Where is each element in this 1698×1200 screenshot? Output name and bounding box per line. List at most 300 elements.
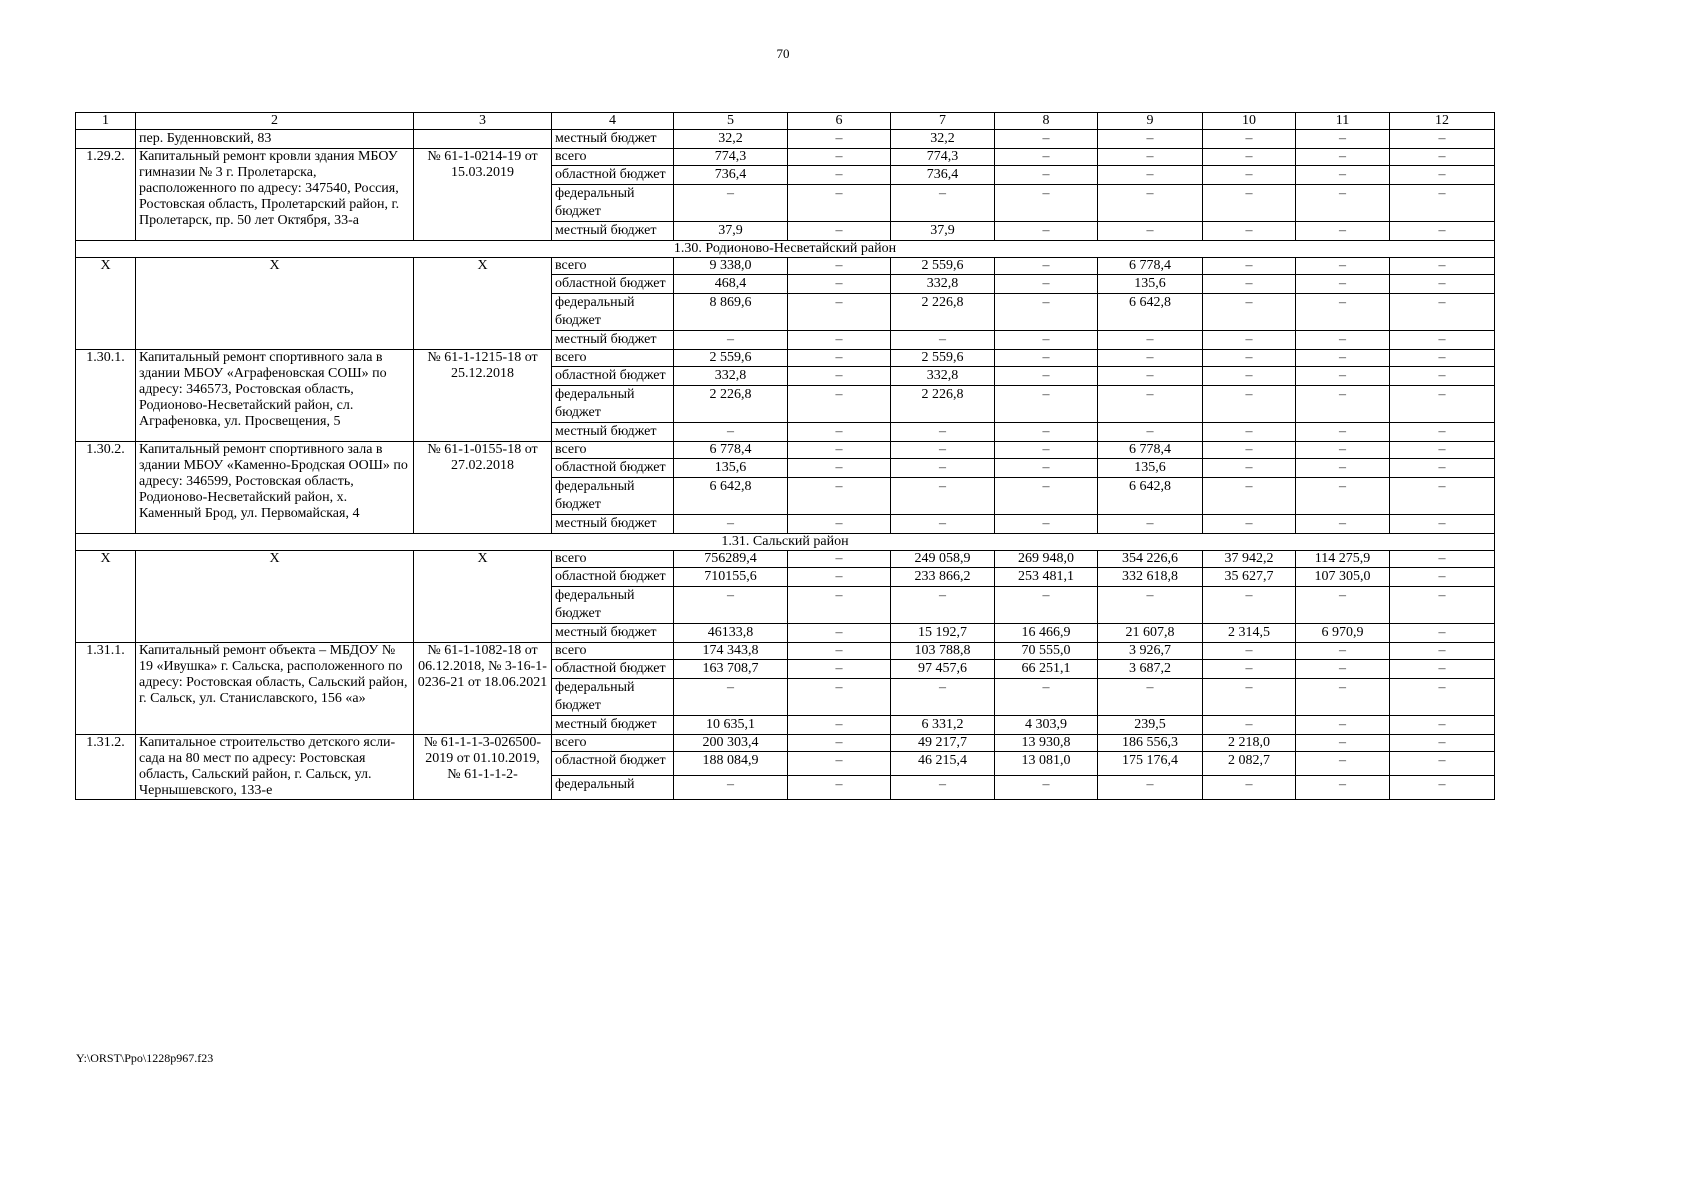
value-cell: – — [995, 350, 1098, 367]
value-cell: – — [1390, 130, 1495, 149]
item-number: Х — [76, 551, 136, 643]
value-cell: 6 970,9 — [1296, 624, 1390, 643]
value-cell: – — [788, 515, 891, 534]
value-cell: – — [1390, 294, 1495, 331]
value-cell: – — [995, 459, 1098, 478]
table-row — [76, 130, 1495, 149]
budget-source: федеральный бюджет — [552, 478, 674, 515]
value-cell: – — [788, 568, 891, 587]
value-cell: – — [1296, 423, 1390, 442]
value-cell: – — [1203, 643, 1296, 660]
value-cell: – — [891, 515, 995, 534]
object-description: Капитальный ремонт объекта – МБДОУ № 19 «Ивушка» г. Сальска, расположенного по адресу: Ростовская область, Сальский район, г. Сальск, ул. Станиславского, 156 «а» — [136, 643, 414, 735]
value-cell: – — [1203, 478, 1296, 515]
value-cell: – — [891, 423, 995, 442]
value-cell: – — [995, 258, 1098, 275]
value-cell: – — [1390, 660, 1495, 679]
value-cell: – — [1203, 149, 1296, 166]
document-reference: № 61-1-0155-18 от 27.02.2018 — [414, 442, 552, 534]
value-cell: – — [674, 515, 788, 534]
value-cell: 6 642,8 — [1098, 294, 1203, 331]
value-cell: – — [1098, 166, 1203, 185]
value-cell: – — [788, 367, 891, 386]
value-cell: 736,4 — [891, 166, 995, 185]
table-row — [76, 551, 1495, 568]
value-cell: – — [995, 166, 1098, 185]
value-cell: – — [1296, 643, 1390, 660]
value-cell: – — [995, 478, 1098, 515]
value-cell: – — [674, 331, 788, 350]
value-cell: 10 635,1 — [674, 716, 788, 735]
value-cell: – — [788, 752, 891, 776]
budget-source: всего — [552, 735, 674, 752]
value-cell: – — [1098, 386, 1203, 423]
value-cell: – — [995, 222, 1098, 241]
value-cell: 2 226,8 — [674, 386, 788, 423]
column-header: 3 — [414, 113, 552, 130]
budget-source: областной бюджет — [552, 459, 674, 478]
budget-source: федеральный бюджет — [552, 587, 674, 624]
value-cell: – — [1296, 331, 1390, 350]
value-cell: – — [1203, 587, 1296, 624]
budget-source: федеральный бюджет — [552, 185, 674, 222]
value-cell: – — [1296, 130, 1390, 149]
value-cell: – — [1203, 258, 1296, 275]
budget-source: местный бюджет — [552, 222, 674, 241]
value-cell: – — [1390, 752, 1495, 776]
item-number: 1.30.2. — [76, 442, 136, 534]
value-cell: – — [995, 367, 1098, 386]
value-cell: – — [788, 660, 891, 679]
value-cell: – — [1296, 679, 1390, 716]
document-reference: Х — [414, 551, 552, 643]
value-cell: 736,4 — [674, 166, 788, 185]
value-cell: 66 251,1 — [995, 660, 1098, 679]
table-row — [76, 258, 1495, 275]
value-cell: 2 314,5 — [1203, 624, 1296, 643]
value-cell: – — [1203, 350, 1296, 367]
value-cell: 13 081,0 — [995, 752, 1098, 776]
value-cell: 46133,8 — [674, 624, 788, 643]
value-cell: – — [891, 459, 995, 478]
value-cell: 37,9 — [674, 222, 788, 241]
value-cell: – — [674, 776, 788, 800]
value-cell: 200 303,4 — [674, 735, 788, 752]
value-cell: – — [1390, 716, 1495, 735]
value-cell: – — [1390, 679, 1495, 716]
section-title: 1.31. Сальский район — [76, 534, 1495, 551]
value-cell: – — [1296, 222, 1390, 241]
value-cell: – — [995, 275, 1098, 294]
item-number: 1.31.2. — [76, 735, 136, 800]
column-header: 4 — [552, 113, 674, 130]
value-cell: 2 218,0 — [1203, 735, 1296, 752]
value-cell: – — [1203, 442, 1296, 459]
value-cell: – — [995, 130, 1098, 149]
value-cell: – — [995, 185, 1098, 222]
value-cell: – — [1390, 275, 1495, 294]
value-cell: – — [995, 423, 1098, 442]
budget-source: областной бюджет — [552, 568, 674, 587]
value-cell: 135,6 — [1098, 459, 1203, 478]
value-cell: 774,3 — [891, 149, 995, 166]
value-cell: – — [1390, 515, 1495, 534]
value-cell: – — [788, 643, 891, 660]
value-cell: – — [1098, 149, 1203, 166]
value-cell: 46 215,4 — [891, 752, 995, 776]
value-cell: 2 559,6 — [891, 258, 995, 275]
value-cell: 3 687,2 — [1098, 660, 1203, 679]
value-cell: – — [1203, 294, 1296, 331]
value-cell: – — [1296, 459, 1390, 478]
budget-source: всего — [552, 149, 674, 166]
budget-source: всего — [552, 350, 674, 367]
value-cell: – — [788, 735, 891, 752]
column-header: 9 — [1098, 113, 1203, 130]
value-cell: 135,6 — [674, 459, 788, 478]
value-cell: – — [1203, 275, 1296, 294]
value-cell: – — [788, 679, 891, 716]
object-description: Капитальный ремонт спортивного зала в здании МБОУ «Аграфеновская СОШ» по адресу: 346573, Ростовская область, Родионово-Несветайский район, сл. Аграфеновка, ул. Просвещения, 5 — [136, 350, 414, 442]
header-row — [76, 113, 1495, 130]
value-cell: 3 926,7 — [1098, 643, 1203, 660]
item-number: Х — [76, 258, 136, 350]
value-cell: – — [1296, 660, 1390, 679]
value-cell: 354 226,6 — [1098, 551, 1203, 568]
value-cell: – — [1296, 515, 1390, 534]
value-cell: – — [1296, 752, 1390, 776]
value-cell: 710155,6 — [674, 568, 788, 587]
value-cell: – — [788, 185, 891, 222]
value-cell: 249 058,9 — [891, 551, 995, 568]
value-cell: 774,3 — [674, 149, 788, 166]
value-cell: 21 607,8 — [1098, 624, 1203, 643]
value-cell: – — [1390, 459, 1495, 478]
value-cell: 16 466,9 — [995, 624, 1098, 643]
value-cell: 174 343,8 — [674, 643, 788, 660]
value-cell: 70 555,0 — [995, 643, 1098, 660]
value-cell: – — [1390, 386, 1495, 423]
value-cell: – — [1296, 149, 1390, 166]
value-cell: – — [891, 679, 995, 716]
value-cell: – — [891, 776, 995, 800]
value-cell: – — [1390, 149, 1495, 166]
value-cell: – — [788, 222, 891, 241]
value-cell: 332,8 — [674, 367, 788, 386]
value-cell: – — [1098, 423, 1203, 442]
item-number — [76, 130, 136, 149]
value-cell: – — [995, 515, 1098, 534]
value-cell: – — [674, 185, 788, 222]
budget-source: областной бюджет — [552, 275, 674, 294]
value-cell: 175 176,4 — [1098, 752, 1203, 776]
value-cell: – — [995, 149, 1098, 166]
value-cell: – — [788, 459, 891, 478]
column-header: 12 — [1390, 113, 1495, 130]
value-cell: – — [1390, 367, 1495, 386]
item-number: 1.30.1. — [76, 350, 136, 442]
value-cell: – — [891, 185, 995, 222]
value-cell: – — [891, 478, 995, 515]
budget-source: федеральный бюджет — [552, 294, 674, 331]
object-description: пер. Буденновский, 83 — [136, 130, 414, 149]
value-cell: 188 084,9 — [674, 752, 788, 776]
value-cell: 49 217,7 — [891, 735, 995, 752]
value-cell: – — [788, 624, 891, 643]
column-header: 11 — [1296, 113, 1390, 130]
item-number: 1.31.1. — [76, 643, 136, 735]
value-cell: 6 778,4 — [1098, 258, 1203, 275]
budget-source: федеральный бюджет — [552, 679, 674, 716]
value-cell: – — [1203, 185, 1296, 222]
value-cell: – — [788, 258, 891, 275]
value-cell: – — [788, 130, 891, 149]
value-cell: – — [674, 679, 788, 716]
value-cell: – — [788, 423, 891, 442]
value-cell: 32,2 — [891, 130, 995, 149]
budget-source: областной бюджет — [552, 367, 674, 386]
value-cell: 2 559,6 — [674, 350, 788, 367]
value-cell: – — [1296, 185, 1390, 222]
document-reference: № 61-1-1-3-026500-2019 от 01.10.2019, № 61-1-1-2- — [414, 735, 552, 800]
value-cell: – — [1390, 258, 1495, 275]
value-cell: – — [1098, 185, 1203, 222]
value-cell: 103 788,8 — [891, 643, 995, 660]
value-cell: 4 303,9 — [995, 716, 1098, 735]
value-cell: – — [788, 149, 891, 166]
document-reference — [414, 130, 552, 149]
budget-source: федеральный — [552, 776, 674, 800]
value-cell: – — [891, 587, 995, 624]
page-number: 70 — [776, 46, 790, 61]
value-cell: – — [1296, 386, 1390, 423]
value-cell: 2 226,8 — [891, 294, 995, 331]
document-reference: Х — [414, 258, 552, 350]
budget-source: местный бюджет — [552, 624, 674, 643]
object-description: Капитальное строительство детского ясли-сада на 80 мест по адресу: Ростовская область, Сальский район, г. Сальск, ул. Чернышевского, 133-е — [136, 735, 414, 800]
value-cell: – — [995, 587, 1098, 624]
financing-table — [75, 112, 1495, 800]
value-cell: – — [1203, 776, 1296, 800]
value-cell: 6 331,2 — [891, 716, 995, 735]
value-cell: 6 778,4 — [674, 442, 788, 459]
value-cell: 6 778,4 — [1098, 442, 1203, 459]
value-cell: 332,8 — [891, 367, 995, 386]
value-cell: – — [788, 386, 891, 423]
value-cell: – — [1390, 331, 1495, 350]
value-cell: – — [995, 331, 1098, 350]
value-cell: – — [1098, 350, 1203, 367]
file-path: Y:\ORST\Ppo\1228p967.f23 — [76, 1051, 214, 1065]
value-cell: 253 481,1 — [995, 568, 1098, 587]
value-cell: – — [1203, 166, 1296, 185]
value-cell: 37 942,2 — [1203, 551, 1296, 568]
section-title: 1.30. Родионово-Несветайский район — [76, 241, 1495, 258]
value-cell: – — [1203, 660, 1296, 679]
value-cell: – — [788, 551, 891, 568]
item-number: 1.29.2. — [76, 149, 136, 241]
value-cell: – — [1390, 350, 1495, 367]
value-cell: – — [1296, 442, 1390, 459]
budget-source: всего — [552, 258, 674, 275]
value-cell: 107 305,0 — [1296, 568, 1390, 587]
value-cell: – — [891, 442, 995, 459]
column-header: 7 — [891, 113, 995, 130]
value-cell: – — [1203, 386, 1296, 423]
value-cell: – — [1203, 459, 1296, 478]
value-cell: 2 082,7 — [1203, 752, 1296, 776]
budget-source: местный бюджет — [552, 130, 674, 149]
value-cell: – — [788, 275, 891, 294]
value-cell: – — [1390, 222, 1495, 241]
value-cell: – — [995, 442, 1098, 459]
object-description: Капитальный ремонт кровли здания МБОУ гимназии № 3 г. Пролетарска, расположенного по адресу: 347540, Россия, Ростовская область, Пролетарский район, г. Пролетарск, пр. 50 лет Октября, 33-а — [136, 149, 414, 241]
value-cell: – — [1098, 367, 1203, 386]
budget-source: всего — [552, 643, 674, 660]
value-cell: – — [1203, 130, 1296, 149]
value-cell: – — [1390, 643, 1495, 660]
value-cell: – — [1390, 624, 1495, 643]
value-cell: – — [1203, 367, 1296, 386]
value-cell: – — [674, 587, 788, 624]
budget-source: федеральный бюджет — [552, 386, 674, 423]
document-reference: № 61-1-1215-18 от 25.12.2018 — [414, 350, 552, 442]
value-cell: – — [995, 776, 1098, 800]
value-cell: 2 226,8 — [891, 386, 995, 423]
value-cell: 233 866,2 — [891, 568, 995, 587]
object-description: Х — [136, 551, 414, 643]
value-cell: – — [1390, 185, 1495, 222]
value-cell: – — [995, 679, 1098, 716]
value-cell: – — [1296, 258, 1390, 275]
value-cell: – — [1203, 716, 1296, 735]
value-cell: 6 642,8 — [674, 478, 788, 515]
value-cell: – — [788, 716, 891, 735]
budget-source: местный бюджет — [552, 331, 674, 350]
budget-source: всего — [552, 442, 674, 459]
value-cell: 468,4 — [674, 275, 788, 294]
column-header: 8 — [995, 113, 1098, 130]
table-row — [76, 643, 1495, 660]
value-cell: – — [1390, 587, 1495, 624]
value-cell: 35 627,7 — [1203, 568, 1296, 587]
column-header: 5 — [674, 113, 788, 130]
value-cell: – — [995, 386, 1098, 423]
table-row — [76, 149, 1495, 166]
table-body — [76, 113, 1495, 800]
value-cell: – — [1203, 423, 1296, 442]
value-cell: 97 457,6 — [891, 660, 995, 679]
value-cell: – — [1296, 166, 1390, 185]
budget-source: областной бюджет — [552, 752, 674, 776]
budget-source: местный бюджет — [552, 716, 674, 735]
value-cell: – — [1203, 222, 1296, 241]
value-cell: – — [1296, 367, 1390, 386]
value-cell: – — [1098, 331, 1203, 350]
value-cell: – — [1390, 166, 1495, 185]
value-cell: – — [788, 350, 891, 367]
section-header-row — [76, 241, 1495, 258]
column-header: 1 — [76, 113, 136, 130]
budget-source: местный бюджет — [552, 423, 674, 442]
value-cell: – — [1098, 776, 1203, 800]
value-cell: 15 192,7 — [891, 624, 995, 643]
value-cell: 9 338,0 — [674, 258, 788, 275]
value-cell: – — [1296, 294, 1390, 331]
value-cell: – — [1390, 776, 1495, 800]
value-cell: – — [1296, 735, 1390, 752]
section-header-row — [76, 534, 1495, 551]
value-cell: – — [788, 331, 891, 350]
column-header: 6 — [788, 113, 891, 130]
value-cell: 163 708,7 — [674, 660, 788, 679]
value-cell: 332,8 — [891, 275, 995, 294]
budget-source: областной бюджет — [552, 660, 674, 679]
value-cell: – — [1296, 716, 1390, 735]
value-cell: 8 869,6 — [674, 294, 788, 331]
value-cell: – — [1098, 222, 1203, 241]
budget-source: областной бюджет — [552, 166, 674, 185]
value-cell: 756289,4 — [674, 551, 788, 568]
value-cell: – — [1390, 735, 1495, 752]
document-reference: № 61-1-0214-19 от 15.03.2019 — [414, 149, 552, 241]
value-cell: 2 559,6 — [891, 350, 995, 367]
value-cell: – — [788, 478, 891, 515]
value-cell: – — [1098, 130, 1203, 149]
value-cell: 13 930,8 — [995, 735, 1098, 752]
value-cell: 135,6 — [1098, 275, 1203, 294]
value-cell: – — [1296, 776, 1390, 800]
value-cell: 332 618,8 — [1098, 568, 1203, 587]
value-cell: 239,5 — [1098, 716, 1203, 735]
value-cell: – — [1296, 587, 1390, 624]
value-cell: – — [1390, 423, 1495, 442]
value-cell: – — [1203, 331, 1296, 350]
value-cell: – — [1390, 442, 1495, 459]
value-cell: – — [1203, 515, 1296, 534]
value-cell: – — [1203, 679, 1296, 716]
value-cell: 114 275,9 — [1296, 551, 1390, 568]
column-header: 2 — [136, 113, 414, 130]
value-cell: 37,9 — [891, 222, 995, 241]
value-cell: – — [674, 423, 788, 442]
table-row — [76, 350, 1495, 367]
value-cell: – — [1296, 350, 1390, 367]
table-row — [76, 735, 1495, 752]
document-reference: № 61-1-1082-18 от 06.12.2018, № 3-16-1-0236-21 от 18.06.2021 — [414, 643, 552, 735]
value-cell: – — [1390, 551, 1495, 568]
value-cell: – — [891, 331, 995, 350]
value-cell: 6 642,8 — [1098, 478, 1203, 515]
value-cell: – — [788, 442, 891, 459]
object-description: Капитальный ремонт спортивного зала в здании МБОУ «Каменно-Бродская ООШ» по адресу: 346599, Ростовская область, Родионово-Несветайский район, х. Каменный Брод, ул. Первомайская, 4 — [136, 442, 414, 534]
value-cell: – — [788, 776, 891, 800]
value-cell: – — [1390, 478, 1495, 515]
value-cell: 186 556,3 — [1098, 735, 1203, 752]
value-cell: – — [1296, 275, 1390, 294]
value-cell: – — [788, 587, 891, 624]
column-header: 10 — [1203, 113, 1296, 130]
object-description: Х — [136, 258, 414, 350]
value-cell: – — [788, 166, 891, 185]
budget-source: всего — [552, 551, 674, 568]
value-cell: – — [1098, 587, 1203, 624]
value-cell: – — [1296, 478, 1390, 515]
value-cell: 269 948,0 — [995, 551, 1098, 568]
value-cell: – — [1098, 515, 1203, 534]
value-cell: 32,2 — [674, 130, 788, 149]
value-cell: – — [1098, 679, 1203, 716]
